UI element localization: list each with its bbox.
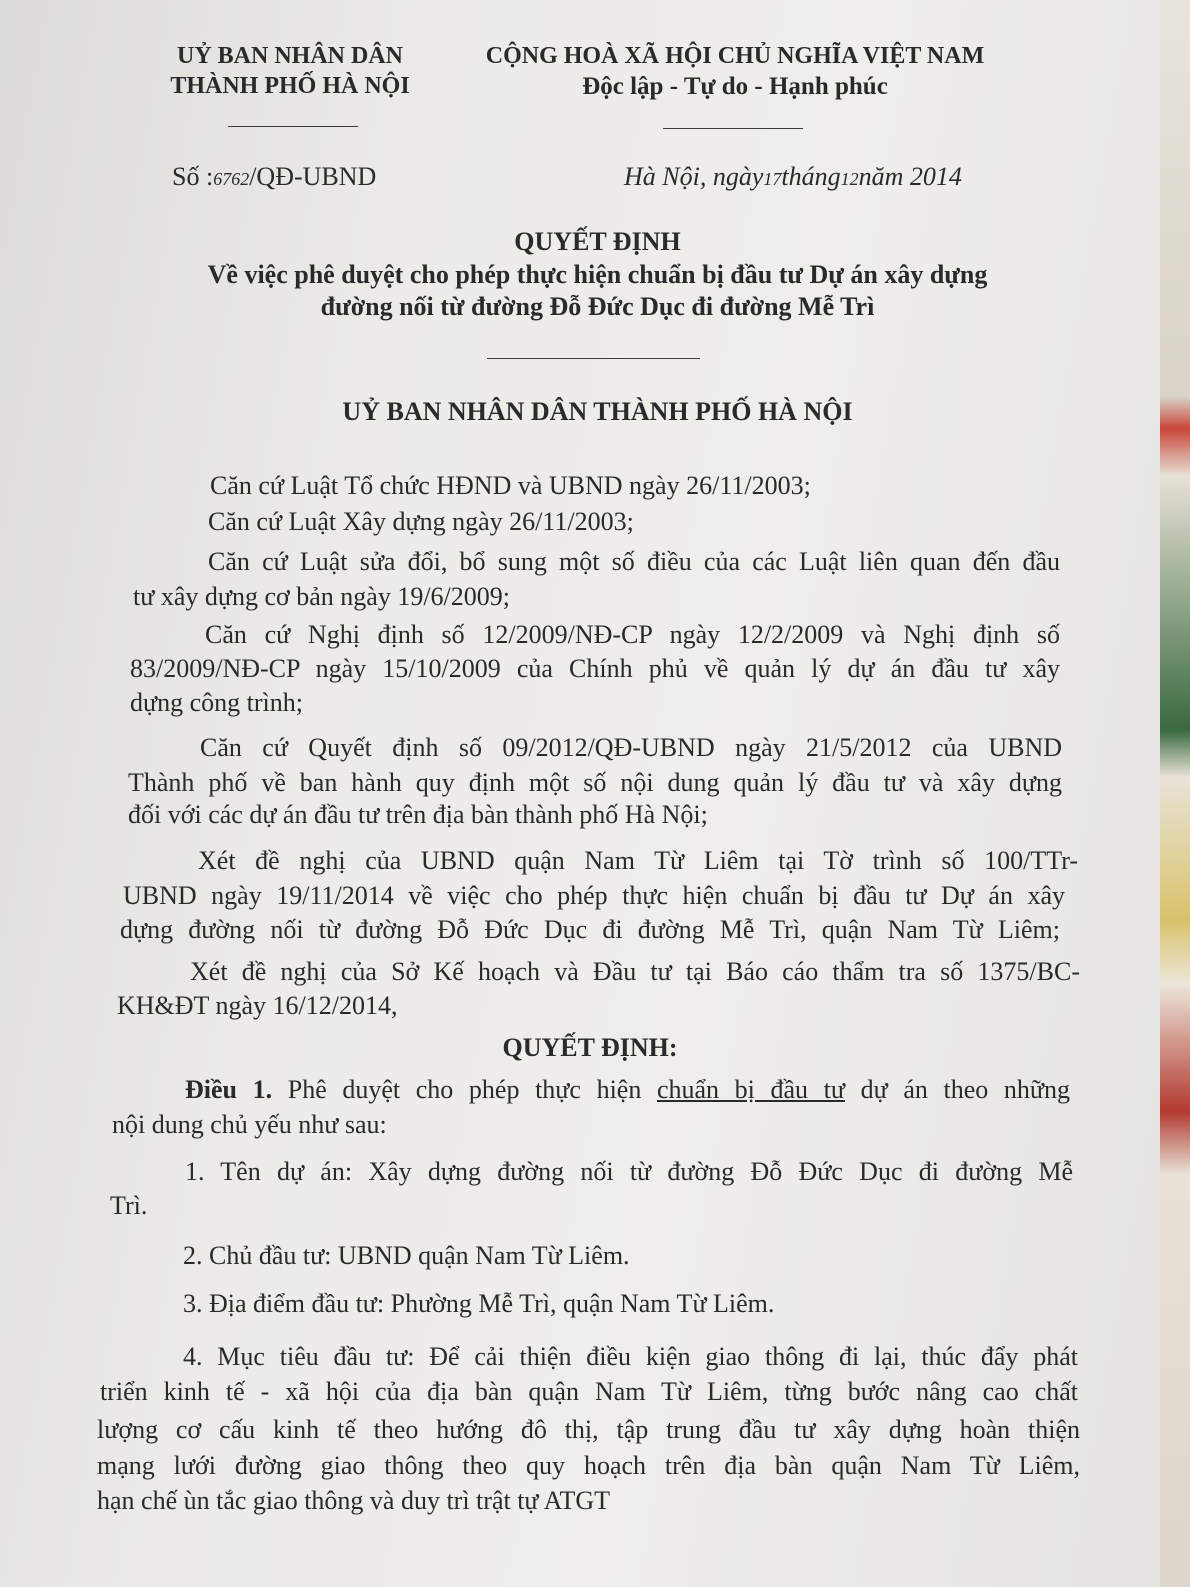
date-month: 12 xyxy=(840,169,859,189)
body-line: Căn cứ Luật Xây dựng ngày 26/11/2003; xyxy=(208,507,634,536)
body-line: dựng công trình; xyxy=(130,688,303,717)
number-suffix: /QĐ-UBND xyxy=(249,162,377,191)
number-handwritten: 6762 xyxy=(213,169,250,189)
body-line: Căn cứ Luật Tổ chức HĐND và UBND ngày 26/11/2003; xyxy=(210,471,811,500)
date-month-label: tháng xyxy=(781,162,841,191)
article-1-line-1 xyxy=(185,1074,1070,1106)
number-label: Số : xyxy=(172,162,214,191)
nation-motto: Độc lập - Tự do - Hạnh phúc xyxy=(582,73,888,100)
item-line: Trì. xyxy=(110,1191,148,1220)
article-1-line-2: nội dung chủ yếu như sau: xyxy=(112,1110,387,1139)
document-number xyxy=(172,161,376,195)
org-divider xyxy=(228,126,358,127)
subject-line-2: đường nối từ đường Đỗ Đức Dục đi đường Mễ Trì xyxy=(320,292,875,321)
date-day: 17 xyxy=(763,169,782,189)
item-line: triển kinh tế - xã hội của địa bàn quận Nam Từ Liêm, từng bước nâng cao chất xyxy=(100,1377,1078,1406)
document-date xyxy=(624,161,962,195)
body-line: Thành phố về ban hành quy định một số nội dung quản lý đầu tư và xây dựng xyxy=(128,768,1062,797)
body-line: đối với các dự án đầu tư trên địa bàn thành phố Hà Nội; xyxy=(128,800,708,829)
org-name-line2: THÀNH PHỐ HÀ NỘI xyxy=(170,73,410,99)
nation-name: CỘNG HOÀ XÃ HỘI CHỦ NGHĨA VIỆT NAM xyxy=(485,43,985,69)
item-line: mạng lưới đường giao thông theo quy hoạch trên địa bàn quận Nam Từ Liêm, xyxy=(97,1451,1080,1480)
item-line: 3. Địa điểm đầu tư: Phường Mễ Trì, quận Nam Từ Liêm. xyxy=(183,1289,775,1318)
background-edge xyxy=(1160,0,1190,1587)
body-line: KH&ĐT ngày 16/12/2014, xyxy=(117,991,398,1020)
article-text: dự án theo những xyxy=(845,1075,1070,1104)
body-line: Căn cứ Luật sửa đổi, bổ sung một số điều của các Luật liên quan đến đầu xyxy=(208,547,1060,576)
body-line: Xét đề nghị của Sở Kế hoạch và Đầu tư tại Báo cáo thẩm tra số 1375/BC- xyxy=(190,957,1080,986)
item-line: 4. Mục tiêu đầu tư: Để cải thiện điều kiện giao thông đi lại, thúc đẩy phát xyxy=(183,1342,1078,1371)
body-line: tư xây dựng cơ bản ngày 19/6/2009; xyxy=(133,582,510,611)
date-prefix: Hà Nội, ngày xyxy=(624,162,764,191)
body-line: UBND ngày 19/11/2014 về việc cho phép thực hiện chuẩn bị đầu tư Dự án xây xyxy=(123,881,1065,910)
article-label: Điều 1. xyxy=(185,1075,273,1104)
body-line: Căn cứ Nghị định số 12/2009/NĐ-CP ngày 12/2/2009 và Nghị định số xyxy=(205,620,1060,649)
item-line: hạn chế ùn tắc giao thông và duy trì trật tự ATGT xyxy=(97,1486,611,1515)
article-underlined: chuẩn bị đầu tư xyxy=(656,1075,845,1104)
body-line: Xét đề nghị của UBND quận Nam Từ Liêm tại Tờ trình số 100/TTr- xyxy=(198,846,1078,875)
body-line: dựng đường nối từ đường Đỗ Đức Dục đi đường Mễ Trì, quận Nam Từ Liêm; xyxy=(120,915,1060,944)
subject-line-1: Về việc phê duyệt cho phép thực hiện chuẩn bị đầu tư Dự án xây dựng xyxy=(207,260,988,289)
nation-divider xyxy=(663,128,803,129)
body-line: 83/2009/NĐ-CP ngày 15/10/2009 của Chính phủ về quản lý dự án đầu tư xây xyxy=(130,654,1060,683)
item-line: 2. Chủ đầu tư: UBND quận Nam Từ Liêm. xyxy=(183,1241,630,1270)
body-line: Căn cứ Quyết định số 09/2012/QĐ-UBND ngày 21/5/2012 của UBND xyxy=(200,733,1062,762)
title-divider xyxy=(487,358,700,359)
org-name-line1: UỶ BAN NHÂN DÂN xyxy=(177,43,403,69)
date-year: năm 2014 xyxy=(858,162,962,191)
item-line: 1. Tên dự án: Xây dựng đường nối từ đường Đỗ Đức Dục đi đường Mễ xyxy=(185,1157,1073,1186)
item-line: lượng cơ cấu kinh tế theo hướng đô thị, tập trung đầu tư xây dựng hoàn thiện xyxy=(97,1415,1080,1444)
decision-heading: QUYẾT ĐỊNH: xyxy=(502,1033,678,1062)
authority-heading: UỶ BAN NHÂN DÂN THÀNH PHỐ HÀ NỘI xyxy=(342,397,853,426)
article-text: Phê duyệt cho phép thực hiện xyxy=(272,1075,657,1104)
decision-title: QUYẾT ĐỊNH xyxy=(514,227,681,256)
